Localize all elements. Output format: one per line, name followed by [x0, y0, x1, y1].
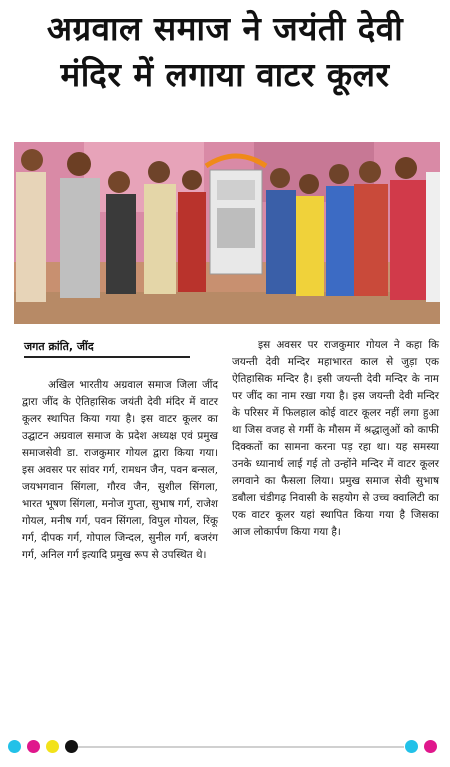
registration-dot-magenta-right	[424, 740, 437, 753]
byline: जगत क्रांति, जींद	[24, 340, 94, 353]
registration-dot-magenta	[27, 740, 40, 753]
group-photo-illustration	[14, 142, 440, 324]
news-photo	[14, 142, 440, 324]
registration-dot-yellow	[46, 740, 59, 753]
headline-line-1: अग्रवाल समाज ने जयंती देवी	[46, 9, 404, 48]
registration-dot-cyan	[8, 740, 21, 753]
right-column-text: इस अवसर पर राजकुमार गोयल ने कहा कि जयन्ती देवी मन्दिर महाभारत काल से जुड़ा एक ऐतिहासिक मन्दिर है। इसी जयन्ती देवी मन्दिर के नाम पर जींद का नाम रखा गया है। इस जयन्ती देवी मन्दिर के परिसर में फिलहाल कोई वाटर कूलर नहीं लगा हुआ था जिस वजह से गर्मी के मौसम में श्रद्धालुओं को काफी दिक्कतों का सामना करना पड़ रहा था। यह समस्या उनके ध्यानार्थ लाई गई तो उन्होंने मन्दिर में वाटर कूलर लगवाने का फैसला लिया। प्रमुख समाज सेवी सुभाष डबौला चंडीगढ़ निवासी के सहयोग से उच्च क्वालिटी का एक वाटर कूलर यहां स्थापित किया गया है जिसका आज लोकार्पण किया गया है।	[232, 339, 439, 538]
left-column-text: अखिल भारतीय अग्रवाल समाज जिला जींद द्वारा जींद के ऐतिहासिक जयंती देवी मंदिर में वाटर कूलर स्थापित किया गया है। इस वाटर कूलर का उद्घाटन अग्रवाल समाज के प्रदेश अध्यक्ष एवं प्रमुख समाजसेवी डा. राजकुमार गोयल द्वारा किया गया। इस अवसर पर सांवर गर्ग, रामधन जैन, पवन बन्सल, जयभगवान सिंगला, गौरव जैन, सुशील सिंगला, भारत भूषण सिंगला, मनोज गुप्ता, सुभाष गर्ग, राजेश गोयल, मनीष गर्ग, पवन सिंगला, विपुल गोयल, रिंकू गर्ग, दीपक गर्ग, गोपाल जिन्दल, सुनील गर्ग, बजरंग गर्ग, अनिल गर्ग इत्यादि प्रमुख रूप से उपस्थित थे।	[22, 379, 218, 561]
footer-rule	[72, 746, 404, 748]
registration-dot-black	[65, 740, 78, 753]
article-column-left	[22, 377, 218, 564]
headline	[8, 6, 442, 98]
article-column-right	[232, 337, 439, 541]
registration-dot-cyan-right	[405, 740, 418, 753]
headline-line-2: मंदिर में लगाया वाटर कूलर	[60, 55, 390, 94]
byline-divider	[24, 356, 190, 358]
